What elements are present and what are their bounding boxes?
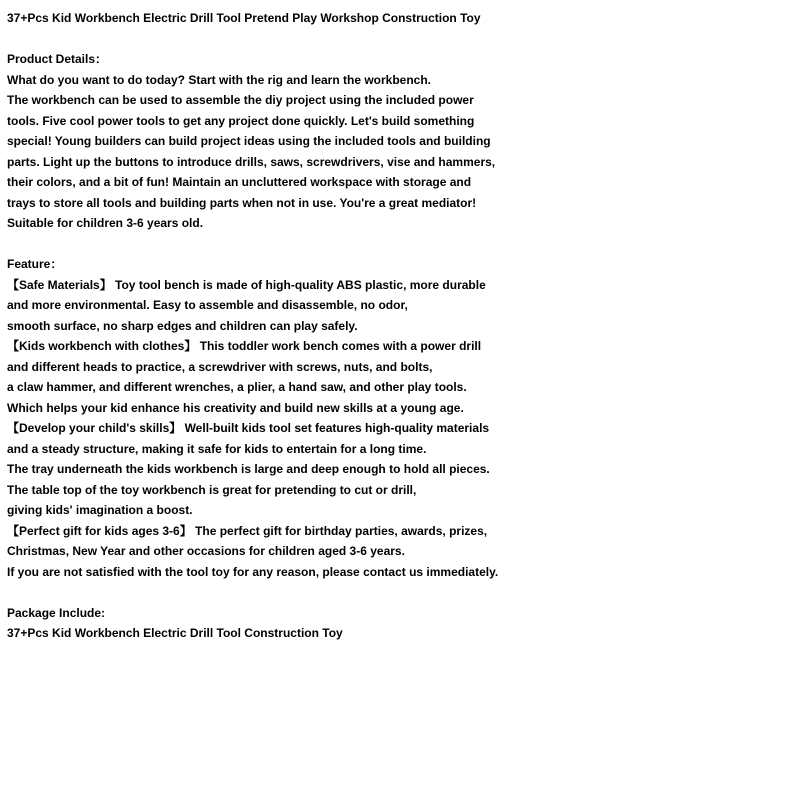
- feature-line: and a steady structure, making it safe for kids to entertain for a long time.: [7, 441, 427, 456]
- product-details-line: Suitable for children 3-6 years old.: [7, 216, 204, 230]
- product-details-line: parts. Light up the buttons to introduce drills, saws, screwdrivers, vise and hammers,: [7, 154, 496, 169]
- product-details-line: special! Young builders can build project ideas using the included tools and building: [7, 134, 491, 148]
- feature-heading: Feature：: [7, 257, 63, 271]
- product-details-line: trays to store all tools and building parts when not in use. You're a great mediator!: [7, 195, 477, 210]
- product-details-line: tools. Five cool power tools to get any project done quickly. Let's build something: [7, 113, 475, 128]
- package-line: 37+Pcs Kid Workbench Electric Drill Tool Construction Toy: [7, 626, 343, 640]
- product-description-document: [7, 8, 799, 644]
- feature-line: 【Safe Materials】 Toy tool bench is made of high-quality ABS plastic, more durable: [7, 277, 486, 292]
- feature-line: 【Kids workbench with clothes】 This toddler work bench comes with a power drill: [7, 339, 482, 353]
- package-heading: Package Include:: [7, 605, 106, 620]
- product-details-line: their colors, and a bit of fun! Maintain an uncluttered workspace with storage and: [7, 175, 472, 189]
- spacer: [7, 234, 799, 255]
- feature-body: [7, 275, 799, 583]
- product-details-line: The workbench can be used to assemble the diy project using the included power: [7, 93, 474, 107]
- spacer: [7, 582, 799, 603]
- product-details-heading: Product Details：: [7, 52, 108, 66]
- product-details-body: [7, 70, 799, 234]
- feature-line: Christmas, New Year and other occasions for children aged 3-6 years.: [7, 544, 405, 558]
- feature-line: and more environmental. Easy to assemble and disassemble, no odor,: [7, 298, 408, 312]
- feature-line: a claw hammer, and different wrenches, a plier, a hand saw, and other play tools.: [7, 380, 467, 394]
- feature-line: giving kids' imagination a boost.: [7, 503, 193, 517]
- spacer: [7, 29, 799, 50]
- feature-line: 【Develop your child's skills】 Well-built kids tool set features high-quality materials: [7, 421, 490, 435]
- product-title: 37+Pcs Kid Workbench Electric Drill Tool Pretend Play Workshop Construction Toy: [7, 11, 481, 25]
- feature-line: The table top of the toy workbench is great for pretending to cut or drill,: [7, 482, 417, 497]
- feature-line: 【Perfect gift for kids ages 3-6】 The perfect gift for birthday parties, awards, prizes,: [7, 523, 488, 538]
- product-details-line: What do you want to do today? Start with the rig and learn the workbench.: [7, 72, 432, 87]
- feature-line: smooth surface, no sharp edges and children can play safely.: [7, 318, 358, 333]
- feature-line: and different heads to practice, a screwdriver with screws, nuts, and bolts,: [7, 359, 433, 374]
- feature-line: Which helps your kid enhance his creativity and build new skills at a young age.: [7, 400, 464, 415]
- feature-line: The tray underneath the kids workbench is large and deep enough to hold all pieces.: [7, 462, 490, 476]
- feature-line: If you are not satisfied with the tool toy for any reason, please contact us immediately.: [7, 564, 499, 579]
- package-body: [7, 623, 799, 644]
